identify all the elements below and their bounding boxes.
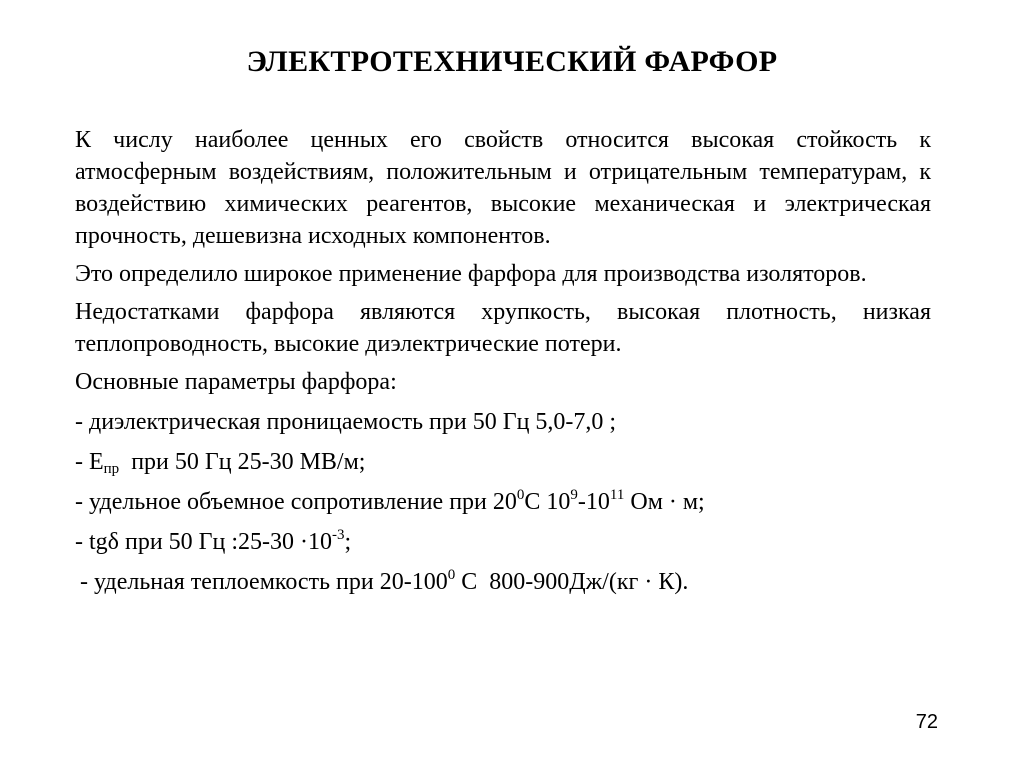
param-tgdelta-prefix: - tgδ при 50 Гц :25-30 ·10	[75, 529, 333, 555]
param-resistivity-mid2: -10	[577, 489, 610, 515]
param-heat-capacity	[75, 566, 931, 598]
param-heat-capacity-degree: 0	[447, 567, 456, 583]
slide-title: ЭЛЕКТРОТЕХНИЧЕСКИЙ ФАРФОР	[246, 45, 778, 78]
param-tgdelta-end: ;	[344, 529, 352, 555]
param-resistivity-prefix: - удельное объемное сопротивление при 20	[75, 489, 517, 515]
param-resistivity-exp1: 9	[570, 487, 578, 503]
paragraph-drawbacks: Недостатками фарфора являются хрупкость, высокая плотность, низкая теплопроводность, высокие диэлектрические потери.	[75, 299, 931, 357]
parameters-heading: Основные параметры фарфора:	[75, 369, 397, 395]
param-resistivity-degree: 0	[516, 487, 525, 503]
param-resistivity-unit: Ом · м;	[624, 489, 705, 515]
page-number: 72	[915, 711, 938, 733]
param-heat-capacity-prefix: - удельная теплоемкость при 20-100	[80, 569, 448, 595]
param-heat-capacity-value: С 800-900Дж/(кг · К).	[455, 569, 689, 595]
param-tgdelta-exp: -3	[332, 527, 345, 543]
param-resistivity-exp2: 11	[609, 487, 625, 503]
paragraph-application: Это определило широкое применение фарфора для производства изоляторов.	[75, 261, 867, 287]
slide-body	[75, 124, 931, 606]
param-electric-strength-prefix: - Е	[75, 449, 104, 475]
paragraph-properties: К числу наиболее ценных его свойств относится высокая стойкость к атмосферным воздействиям, положительным и отрицательным температурам, к воздействию химических реагентов, высокие механическая и электрическая прочность, дешевизна исходных компонентов.	[75, 127, 931, 249]
param-tgdelta	[75, 526, 931, 558]
param-electric-strength-value: при 50 Гц 25-30 МВ/м;	[119, 449, 366, 475]
param-permittivity: - диэлектрическая проницаемость при 50 Гц 5,0-7,0 ;	[75, 409, 617, 435]
param-resistivity-mid1: С 10	[524, 489, 571, 515]
param-electric-strength-subscript: пр	[103, 461, 120, 477]
param-electric-strength	[75, 446, 931, 478]
param-resistivity	[75, 486, 931, 518]
